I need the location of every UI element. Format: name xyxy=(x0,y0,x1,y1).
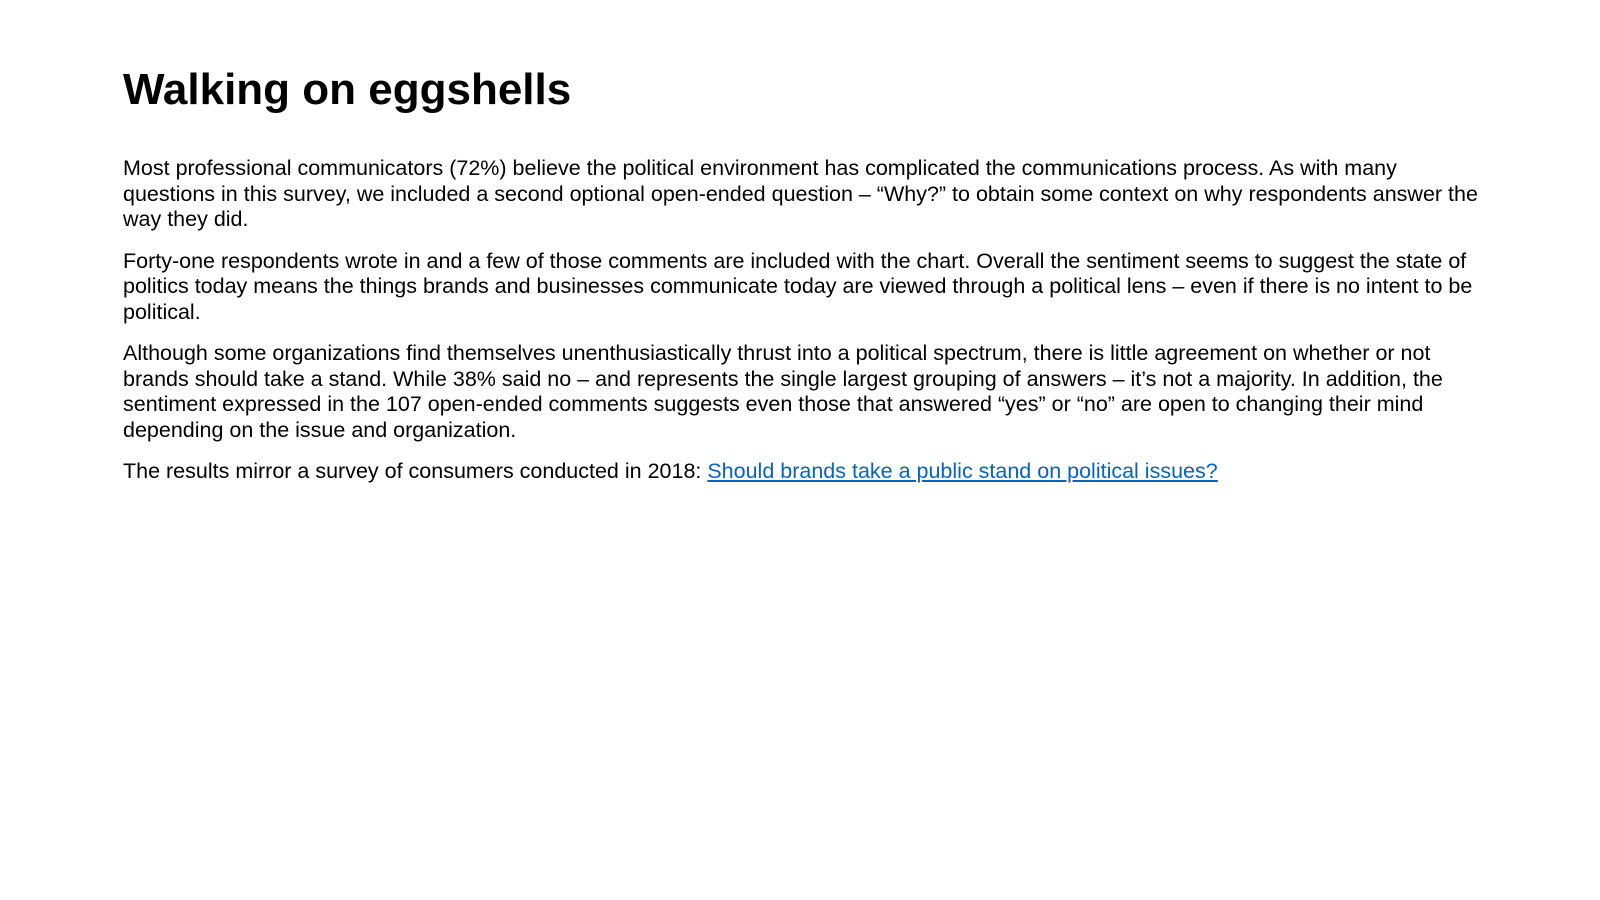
slide-title: Walking on eggshells xyxy=(123,65,572,114)
consumer-survey-link[interactable]: Should brands take a public stand on political issues? xyxy=(707,459,1218,483)
slide-body xyxy=(123,156,1493,501)
paragraph-respondent-comments: Forty-one respondents wrote in and a few of those comments are included with the chart. Overall the sentiment seems to suggest the state of politics today means the things brands and businesses communicate today are viewed through a political lens – even if there is no intent to be political. xyxy=(123,248,1473,324)
consumer-survey-text: The results mirror a survey of consumers conducted in 2018: xyxy=(123,459,708,483)
paragraph-consumer-survey xyxy=(123,459,1493,485)
paragraph-take-a-stand: Although some organizations find themselves unenthusiastically thrust into a political spectrum, there is little agreement on whether or not brands should take a stand. While 38% said no – and represents the single largest grouping of answers – it’s not a majority. In addition, the sentiment expressed in the 107 open-ended comments suggests even those that answered “yes” or “no” are open to changing their mind depending on the issue and organization. xyxy=(123,341,1443,442)
paragraph-political-environment: Most professional communicators (72%) believe the political environment has complicated the communications process. As with many questions in this survey, we included a second optional open-ended question – “Why?” to obtain some context on why respondents answer the way they did. xyxy=(123,156,1478,231)
